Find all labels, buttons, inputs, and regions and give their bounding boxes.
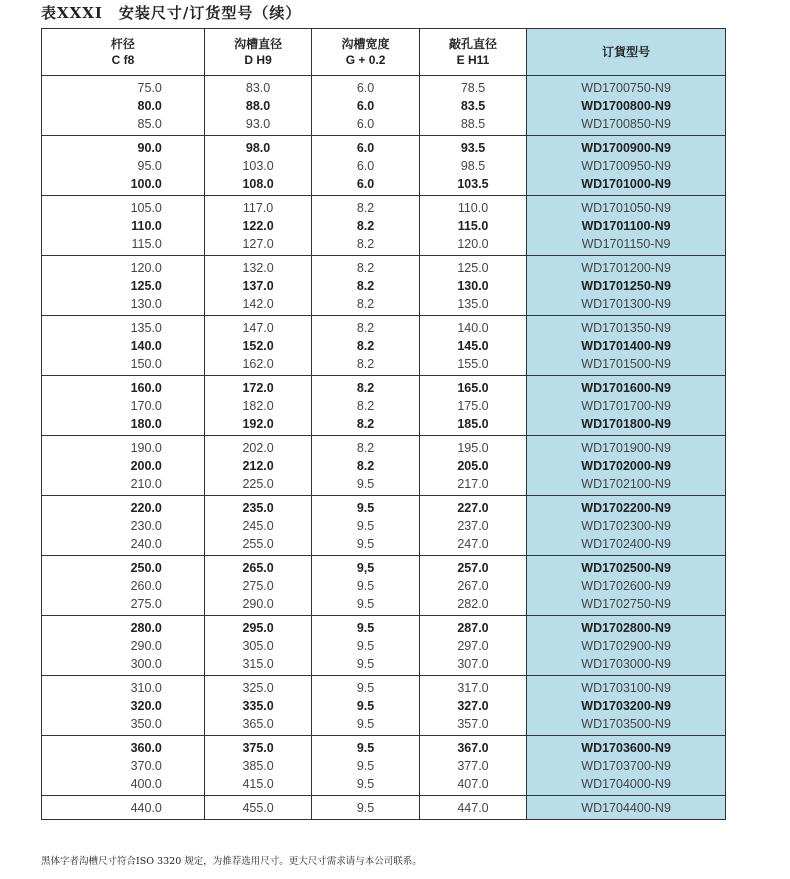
cell-order-code: WD1701250-N9 [527,277,726,295]
cell-rod-diameter: 90.0 [42,136,205,158]
cell-groove-diameter: 152.0 [204,337,311,355]
table-row [42,775,726,796]
cell-order-code: WD1701500-N9 [527,355,726,376]
header-label: 订貨型号 [602,45,651,59]
cell-rod-diameter: 180.0 [42,415,205,436]
cell-rod-diameter: 130.0 [42,295,205,316]
cell-order-code: WD1701300-N9 [527,295,726,316]
cell-order-code: WD1701100-N9 [527,217,726,235]
cell-rod-diameter: 240.0 [42,535,205,556]
cell-groove-diameter: 202.0 [204,436,311,458]
cell-order-code: WD1701900-N9 [527,436,726,458]
cell-groove-diameter: 162.0 [204,355,311,376]
cell-groove-diameter: 305.0 [204,637,311,655]
cell-hole-diameter: 367.0 [419,736,526,758]
cell-groove-diameter: 182.0 [204,397,311,415]
cell-groove-diameter: 275.0 [204,577,311,595]
table-row [42,415,726,436]
cell-hole-diameter: 130.0 [419,277,526,295]
header-sub: G + 0.2 [345,53,386,67]
header-label: 沟槽直径 [234,37,283,51]
cell-groove-diameter: 335.0 [204,697,311,715]
cell-groove-width: 9.5 [312,736,419,758]
cell-groove-width: 9.5 [312,796,419,820]
cell-hole-diameter: 155.0 [419,355,526,376]
table-row [42,217,726,235]
table-row [42,556,726,578]
cell-rod-diameter: 250.0 [42,556,205,578]
cell-hole-diameter: 257.0 [419,556,526,578]
cell-rod-diameter: 115.0 [42,235,205,256]
cell-rod-diameter: 190.0 [42,436,205,458]
header-row [42,29,726,76]
cell-order-code: WD1701050-N9 [527,196,726,218]
cell-rod-diameter: 80.0 [42,97,205,115]
cell-hole-diameter: 317.0 [419,676,526,698]
cell-groove-diameter: 147.0 [204,316,311,338]
cell-order-code: WD1701000-N9 [527,175,726,196]
table-row [42,436,726,458]
cell-hole-diameter: 88.5 [419,115,526,136]
table-row [42,475,726,496]
cell-hole-diameter: 195.0 [419,436,526,458]
footnote: 黑体字者沟槽尺寸符合ISO 3320 规定，为推荐选用尺寸。更大尺寸需求请与本公司联系。 [41,856,422,867]
cell-groove-diameter: 225.0 [204,475,311,496]
cell-rod-diameter: 95.0 [42,157,205,175]
cell-groove-diameter: 98.0 [204,136,311,158]
cell-groove-width: 9.5 [312,676,419,698]
cell-groove-width: 9.5 [312,616,419,638]
cell-hole-diameter: 227.0 [419,496,526,518]
cell-rod-diameter: 110.0 [42,217,205,235]
header-label: 敲孔直径 [448,37,497,51]
cell-groove-width: 6.0 [312,97,419,115]
table-row [42,535,726,556]
cell-hole-diameter: 357.0 [419,715,526,736]
cell-groove-width: 8.2 [312,277,419,295]
table-row [42,316,726,338]
cell-rod-diameter: 75.0 [42,76,205,98]
cell-hole-diameter: 267.0 [419,577,526,595]
header-sub: C f8 [111,53,135,67]
cell-order-code: WD1703200-N9 [527,697,726,715]
cell-order-code: WD1702800-N9 [527,616,726,638]
table-row [42,796,726,820]
table-title: 表XXXI 安装尺寸/订货型号（续） [41,4,302,22]
header-rod-diameter [42,29,205,76]
cell-hole-diameter: 247.0 [419,535,526,556]
cell-groove-diameter: 132.0 [204,256,311,278]
cell-groove-diameter: 212.0 [204,457,311,475]
table-row [42,517,726,535]
cell-groove-width: 6.0 [312,175,419,196]
cell-hole-diameter: 110.0 [419,196,526,218]
cell-groove-diameter: 142.0 [204,295,311,316]
cell-groove-diameter: 245.0 [204,517,311,535]
cell-order-code: WD1701200-N9 [527,256,726,278]
cell-hole-diameter: 217.0 [419,475,526,496]
table-row [42,175,726,196]
table-row [42,697,726,715]
cell-groove-diameter: 315.0 [204,655,311,676]
table-row [42,655,726,676]
cell-groove-width: 9.5 [312,655,419,676]
cell-hole-diameter: 287.0 [419,616,526,638]
cell-order-code: WD1702600-N9 [527,577,726,595]
cell-groove-width: 8.2 [312,316,419,338]
cell-hole-diameter: 78.5 [419,76,526,98]
cell-rod-diameter: 360.0 [42,736,205,758]
header-label: 沟槽宽度 [341,37,390,51]
cell-rod-diameter: 135.0 [42,316,205,338]
cell-order-code: WD1703100-N9 [527,676,726,698]
cell-groove-width: 9.5 [312,496,419,518]
cell-hole-diameter: 205.0 [419,457,526,475]
table-row [42,337,726,355]
cell-groove-diameter: 325.0 [204,676,311,698]
cell-order-code: WD1702900-N9 [527,637,726,655]
cell-order-code: WD1702200-N9 [527,496,726,518]
cell-groove-diameter: 127.0 [204,235,311,256]
cell-hole-diameter: 447.0 [419,796,526,820]
cell-order-code: WD1703000-N9 [527,655,726,676]
cell-groove-diameter: 88.0 [204,97,311,115]
cell-order-code: WD1704000-N9 [527,775,726,796]
cell-rod-diameter: 440.0 [42,796,205,820]
table-body [42,76,726,820]
cell-groove-width: 9.5 [312,757,419,775]
cell-rod-diameter: 320.0 [42,697,205,715]
cell-groove-width: 9.5 [312,517,419,535]
cell-rod-diameter: 100.0 [42,175,205,196]
table-row [42,76,726,98]
cell-hole-diameter: 175.0 [419,397,526,415]
cell-rod-diameter: 290.0 [42,637,205,655]
cell-groove-diameter: 255.0 [204,535,311,556]
cell-hole-diameter: 282.0 [419,595,526,616]
header-groove-width [312,29,419,76]
cell-groove-diameter: 93.0 [204,115,311,136]
cell-hole-diameter: 407.0 [419,775,526,796]
cell-groove-diameter: 385.0 [204,757,311,775]
cell-order-code: WD1701600-N9 [527,376,726,398]
cell-groove-width: 8.2 [312,217,419,235]
table-row [42,277,726,295]
cell-rod-diameter: 220.0 [42,496,205,518]
cell-hole-diameter: 93.5 [419,136,526,158]
cell-hole-diameter: 297.0 [419,637,526,655]
cell-rod-diameter: 300.0 [42,655,205,676]
cell-groove-diameter: 365.0 [204,715,311,736]
header-sub: E H11 [456,53,490,67]
cell-rod-diameter: 120.0 [42,256,205,278]
cell-rod-diameter: 260.0 [42,577,205,595]
cell-rod-diameter: 370.0 [42,757,205,775]
cell-groove-width: 8.2 [312,295,419,316]
cell-groove-width: 8.2 [312,235,419,256]
cell-groove-diameter: 295.0 [204,616,311,638]
table-row [42,376,726,398]
cell-rod-diameter: 140.0 [42,337,205,355]
cell-groove-width: 8.2 [312,415,419,436]
cell-groove-diameter: 235.0 [204,496,311,518]
cell-order-code: WD1700950-N9 [527,157,726,175]
cell-groove-width: 9.5 [312,577,419,595]
cell-groove-width: 6.0 [312,157,419,175]
cell-groove-width: 6.0 [312,136,419,158]
cell-rod-diameter: 105.0 [42,196,205,218]
cell-groove-width: 9.5 [312,637,419,655]
cell-order-code: WD1700750-N9 [527,76,726,98]
table-row [42,235,726,256]
cell-groove-width: 9.5 [312,475,419,496]
table-row [42,496,726,518]
cell-groove-width: 8.2 [312,457,419,475]
cell-rod-diameter: 400.0 [42,775,205,796]
cell-rod-diameter: 350.0 [42,715,205,736]
cell-groove-width: 6.0 [312,76,419,98]
cell-groove-width: 8.2 [312,256,419,278]
table-row [42,157,726,175]
table-row [42,577,726,595]
cell-groove-diameter: 192.0 [204,415,311,436]
cell-rod-diameter: 310.0 [42,676,205,698]
cell-hole-diameter: 185.0 [419,415,526,436]
cell-groove-diameter: 415.0 [204,775,311,796]
table-row [42,637,726,655]
header-hole-diameter [419,29,526,76]
cell-hole-diameter: 125.0 [419,256,526,278]
table-row [42,97,726,115]
cell-rod-diameter: 170.0 [42,397,205,415]
cell-order-code: WD1702400-N9 [527,535,726,556]
table-row [42,457,726,475]
table-row [42,196,726,218]
cell-order-code: WD1702100-N9 [527,475,726,496]
cell-order-code: WD1702000-N9 [527,457,726,475]
cell-groove-diameter: 137.0 [204,277,311,295]
cell-groove-diameter: 83.0 [204,76,311,98]
cell-hole-diameter: 135.0 [419,295,526,316]
cell-groove-width: 6.0 [312,115,419,136]
cell-hole-diameter: 120.0 [419,235,526,256]
cell-groove-diameter: 455.0 [204,796,311,820]
cell-order-code: WD1702300-N9 [527,517,726,535]
table-row [42,757,726,775]
cell-order-code: WD1704400-N9 [527,796,726,820]
cell-order-code: WD1700900-N9 [527,136,726,158]
table-row [42,256,726,278]
cell-groove-diameter: 172.0 [204,376,311,398]
cell-groove-diameter: 117.0 [204,196,311,218]
table-row [42,136,726,158]
cell-groove-diameter: 103.0 [204,157,311,175]
cell-groove-width: 8.2 [312,436,419,458]
cell-groove-width: 9.5 [312,775,419,796]
cell-order-code: WD1703500-N9 [527,715,726,736]
cell-hole-diameter: 237.0 [419,517,526,535]
cell-groove-width: 8.2 [312,196,419,218]
cell-hole-diameter: 307.0 [419,655,526,676]
cell-rod-diameter: 275.0 [42,595,205,616]
cell-order-code: WD1700850-N9 [527,115,726,136]
table-row [42,397,726,415]
cell-groove-width: 9.5 [312,535,419,556]
table-row [42,355,726,376]
header-label: 杆径 [110,37,135,51]
cell-groove-diameter: 265.0 [204,556,311,578]
cell-order-code: WD1701800-N9 [527,415,726,436]
cell-groove-width: 8.2 [312,397,419,415]
table-row [42,736,726,758]
cell-groove-diameter: 122.0 [204,217,311,235]
cell-groove-width: 9.5 [312,595,419,616]
cell-groove-diameter: 375.0 [204,736,311,758]
cell-order-code: WD1701400-N9 [527,337,726,355]
cell-hole-diameter: 145.0 [419,337,526,355]
cell-groove-width: 9.5 [312,715,419,736]
cell-hole-diameter: 165.0 [419,376,526,398]
cell-rod-diameter: 280.0 [42,616,205,638]
header-order-code [527,29,726,76]
cell-groove-width: 9,5 [312,556,419,578]
table-row [42,115,726,136]
cell-order-code: WD1701350-N9 [527,316,726,338]
cell-rod-diameter: 200.0 [42,457,205,475]
cell-hole-diameter: 83.5 [419,97,526,115]
table-row [42,595,726,616]
table-row [42,616,726,638]
cell-order-code: WD1702750-N9 [527,595,726,616]
cell-order-code: WD1703700-N9 [527,757,726,775]
cell-groove-width: 8.2 [312,376,419,398]
table-row [42,676,726,698]
cell-order-code: WD1701700-N9 [527,397,726,415]
cell-order-code: WD1702500-N9 [527,556,726,578]
dimensions-table [41,28,726,820]
cell-hole-diameter: 140.0 [419,316,526,338]
cell-order-code: WD1701150-N9 [527,235,726,256]
cell-rod-diameter: 210.0 [42,475,205,496]
cell-hole-diameter: 103.5 [419,175,526,196]
cell-groove-width: 9.5 [312,697,419,715]
cell-order-code: WD1700800-N9 [527,97,726,115]
cell-groove-width: 8.2 [312,337,419,355]
header-sub: D H9 [244,53,272,67]
cell-hole-diameter: 377.0 [419,757,526,775]
cell-rod-diameter: 85.0 [42,115,205,136]
cell-rod-diameter: 160.0 [42,376,205,398]
cell-order-code: WD1703600-N9 [527,736,726,758]
cell-hole-diameter: 115.0 [419,217,526,235]
cell-groove-diameter: 290.0 [204,595,311,616]
cell-hole-diameter: 327.0 [419,697,526,715]
cell-rod-diameter: 230.0 [42,517,205,535]
table-row [42,715,726,736]
table-row [42,295,726,316]
header-groove-diameter [204,29,311,76]
cell-rod-diameter: 125.0 [42,277,205,295]
cell-hole-diameter: 98.5 [419,157,526,175]
cell-rod-diameter: 150.0 [42,355,205,376]
cell-groove-diameter: 108.0 [204,175,311,196]
cell-groove-width: 8.2 [312,355,419,376]
